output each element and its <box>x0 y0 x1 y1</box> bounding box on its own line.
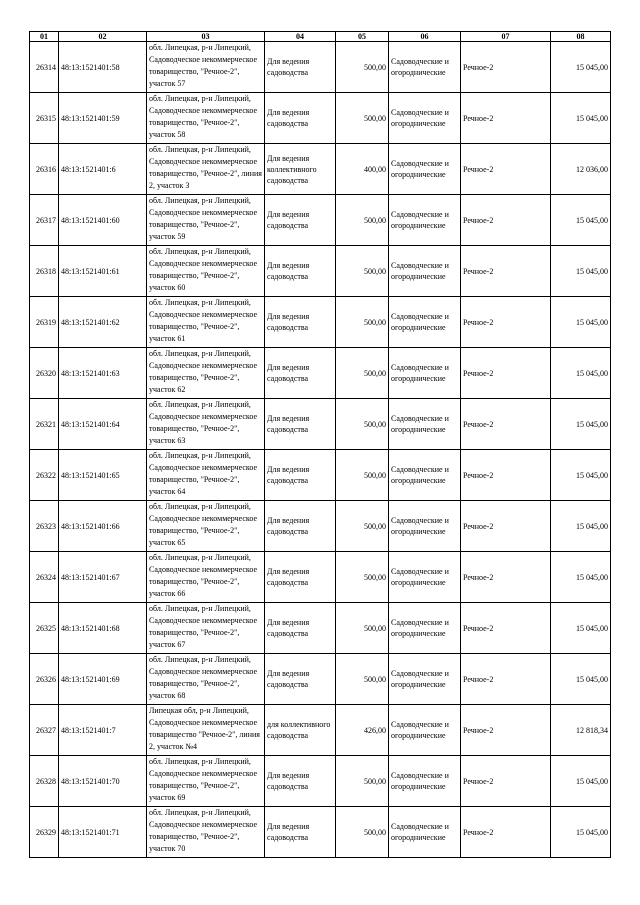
land-category-cell: Садоводческие и огороднические <box>389 552 461 603</box>
locality-cell: Речное-2 <box>461 93 551 144</box>
land-category-cell: Садоводческие и огороднические <box>389 450 461 501</box>
permitted-use-cell: для коллективного садоводства <box>265 705 336 756</box>
permitted-use-cell: Для ведения садоводства <box>265 246 336 297</box>
row-number-cell: 26326 <box>30 654 59 705</box>
area-cell: 500,00 <box>336 195 389 246</box>
permitted-use-cell: Для ведения садоводства <box>265 42 336 93</box>
land-category-cell: Садоводческие и огороднические <box>389 705 461 756</box>
row-number-cell: 26322 <box>30 450 59 501</box>
table-row <box>30 144 611 195</box>
cadastral-number-cell: 48:13:1521401:71 <box>59 807 147 858</box>
locality-cell: Речное-2 <box>461 807 551 858</box>
table-row <box>30 399 611 450</box>
land-category-cell: Садоводческие и огороднические <box>389 93 461 144</box>
area-cell: 500,00 <box>336 807 389 858</box>
land-category-cell: Садоводческие и огороднические <box>389 807 461 858</box>
cadastral-value-cell: 15 045,00 <box>551 42 611 93</box>
address-cell: обл. Липецкая, р-н Липецкий, Садоводческое некоммерческое товарищество, "Речное-2", участок 57 <box>147 42 265 93</box>
row-number-cell: 26318 <box>30 246 59 297</box>
locality-cell: Речное-2 <box>461 42 551 93</box>
area-cell: 500,00 <box>336 756 389 807</box>
address-cell: обл. Липецкая, р-н Липецкий, Садоводческое некоммерческое товарищество, "Речное-2", участок 68 <box>147 654 265 705</box>
locality-cell: Речное-2 <box>461 705 551 756</box>
table-row <box>30 93 611 144</box>
address-cell: обл. Липецкая, р-н Липецкий, Садоводческое некоммерческое товарищество, "Речное-2", участок 70 <box>147 807 265 858</box>
table-row <box>30 348 611 399</box>
table-row <box>30 450 611 501</box>
address-cell: обл. Липецкая, р-н Липецкий, Садоводческое некоммерческое товарищество, "Речное-2", участок 67 <box>147 603 265 654</box>
cadastral-value-cell: 15 045,00 <box>551 756 611 807</box>
row-number-cell: 26323 <box>30 501 59 552</box>
table-row <box>30 756 611 807</box>
address-cell: обл. Липецкая, р-н Липецкий, Садоводческое некоммерческое товарищество, "Речное-2", участок 61 <box>147 297 265 348</box>
table-row <box>30 552 611 603</box>
area-cell: 500,00 <box>336 42 389 93</box>
row-number-cell: 26315 <box>30 93 59 144</box>
locality-cell: Речное-2 <box>461 297 551 348</box>
cadastral-value-cell: 15 045,00 <box>551 552 611 603</box>
table-row <box>30 654 611 705</box>
cadastral-value-cell: 15 045,00 <box>551 348 611 399</box>
area-cell: 500,00 <box>336 501 389 552</box>
row-number-cell: 26328 <box>30 756 59 807</box>
area-cell: 400,00 <box>336 144 389 195</box>
land-category-cell: Садоводческие и огороднические <box>389 501 461 552</box>
area-cell: 500,00 <box>336 552 389 603</box>
table-row <box>30 501 611 552</box>
land-category-cell: Садоводческие и огороднические <box>389 195 461 246</box>
permitted-use-cell: Для ведения садоводства <box>265 297 336 348</box>
cadastral-number-cell: 48:13:1521401:65 <box>59 450 147 501</box>
land-category-cell: Садоводческие и огороднические <box>389 654 461 705</box>
locality-cell: Речное-2 <box>461 552 551 603</box>
row-number-cell: 26320 <box>30 348 59 399</box>
cadastral-number-cell: 48:13:1521401:58 <box>59 42 147 93</box>
table-row <box>30 603 611 654</box>
permitted-use-cell: Для ведения коллективного садоводства <box>265 144 336 195</box>
land-category-cell: Садоводческие и огороднические <box>389 603 461 654</box>
address-cell: Липецкая обл, р-н Липецкий, Садоводческое некоммерческое товарищество "Речное-2", линия 2, участок №4 <box>147 705 265 756</box>
land-category-cell: Садоводческие и огороднические <box>389 399 461 450</box>
address-cell: обл. Липецкая, р-н Липецкий, Садоводческое некоммерческое товарищество, "Речное-2", участок 69 <box>147 756 265 807</box>
row-number-cell: 26327 <box>30 705 59 756</box>
cadastral-number-cell: 48:13:1521401:7 <box>59 705 147 756</box>
header-col-06: 06 <box>389 32 461 42</box>
locality-cell: Речное-2 <box>461 144 551 195</box>
land-category-cell: Садоводческие и огороднические <box>389 42 461 93</box>
cadastral-value-cell: 15 045,00 <box>551 450 611 501</box>
cadastral-number-cell: 48:13:1521401:60 <box>59 195 147 246</box>
row-number-cell: 26321 <box>30 399 59 450</box>
area-cell: 500,00 <box>336 297 389 348</box>
cadastral-value-cell: 15 045,00 <box>551 399 611 450</box>
table-row <box>30 705 611 756</box>
table-row <box>30 246 611 297</box>
cadastral-value-cell: 15 045,00 <box>551 807 611 858</box>
permitted-use-cell: Для ведения садоводства <box>265 348 336 399</box>
locality-cell: Речное-2 <box>461 195 551 246</box>
locality-cell: Речное-2 <box>461 654 551 705</box>
address-cell: обл. Липецкая, р-н Липецкий, Садоводческое некоммерческое товарищество, "Речное-2", участок 60 <box>147 246 265 297</box>
permitted-use-cell: Для ведения садоводства <box>265 195 336 246</box>
permitted-use-cell: Для ведения садоводства <box>265 450 336 501</box>
row-number-cell: 26316 <box>30 144 59 195</box>
header-col-08: 08 <box>551 32 611 42</box>
address-cell: обл. Липецкая, р-н Липецкий, Садоводческое некоммерческое товарищество, "Речное-2", участок 62 <box>147 348 265 399</box>
permitted-use-cell: Для ведения садоводства <box>265 756 336 807</box>
address-cell: обл. Липецкая, р-н Липецкий, Садоводческое некоммерческое товарищество, "Речное-2", участок 64 <box>147 450 265 501</box>
cadastral-value-cell: 15 045,00 <box>551 501 611 552</box>
permitted-use-cell: Для ведения садоводства <box>265 807 336 858</box>
address-cell: обл. Липецкая, р-н Липецкий, Садоводческое некоммерческое товарищество, "Речное-2", линия 2, участок 3 <box>147 144 265 195</box>
address-cell: обл. Липецкая, р-н Липецкий, Садоводческое некоммерческое товарищество, "Речное-2", участок 65 <box>147 501 265 552</box>
cadastral-number-cell: 48:13:1521401:6 <box>59 144 147 195</box>
cadastral-number-cell: 48:13:1521401:62 <box>59 297 147 348</box>
area-cell: 500,00 <box>336 603 389 654</box>
cadastral-number-cell: 48:13:1521401:66 <box>59 501 147 552</box>
cadastral-number-cell: 48:13:1521401:59 <box>59 93 147 144</box>
cadastral-number-cell: 48:13:1521401:70 <box>59 756 147 807</box>
area-cell: 500,00 <box>336 654 389 705</box>
cadastral-number-cell: 48:13:1521401:67 <box>59 552 147 603</box>
cadastral-value-cell: 12 818,34 <box>551 705 611 756</box>
permitted-use-cell: Для ведения садоводства <box>265 399 336 450</box>
cadastral-number-cell: 48:13:1521401:68 <box>59 603 147 654</box>
table-row <box>30 42 611 93</box>
header-col-07: 07 <box>461 32 551 42</box>
cadastral-number-cell: 48:13:1521401:63 <box>59 348 147 399</box>
land-category-cell: Садоводческие и огороднические <box>389 246 461 297</box>
locality-cell: Речное-2 <box>461 756 551 807</box>
permitted-use-cell: Для ведения садоводства <box>265 501 336 552</box>
header-col-02: 02 <box>59 32 147 42</box>
row-number-cell: 26317 <box>30 195 59 246</box>
row-number-cell: 26314 <box>30 42 59 93</box>
header-col-05: 05 <box>336 32 389 42</box>
row-number-cell: 26325 <box>30 603 59 654</box>
address-cell: обл. Липецкая, р-н Липецкий, Садоводческое некоммерческое товарищество, "Речное-2", участок 66 <box>147 552 265 603</box>
locality-cell: Речное-2 <box>461 348 551 399</box>
table-body <box>30 42 611 858</box>
locality-cell: Речное-2 <box>461 450 551 501</box>
cadastral-number-cell: 48:13:1521401:69 <box>59 654 147 705</box>
permitted-use-cell: Для ведения садоводства <box>265 603 336 654</box>
cadastral-value-cell: 15 045,00 <box>551 654 611 705</box>
area-cell: 426,00 <box>336 705 389 756</box>
cadastral-value-cell: 15 045,00 <box>551 297 611 348</box>
address-cell: обл. Липецкая, р-н Липецкий, Садоводческое некоммерческое товарищество, "Речное-2", участок 59 <box>147 195 265 246</box>
land-category-cell: Садоводческие и огороднические <box>389 756 461 807</box>
address-cell: обл. Липецкая, р-н Липецкий, Садоводческое некоммерческое товарищество, "Речное-2", участок 63 <box>147 399 265 450</box>
row-number-cell: 26324 <box>30 552 59 603</box>
locality-cell: Речное-2 <box>461 399 551 450</box>
area-cell: 500,00 <box>336 399 389 450</box>
locality-cell: Речное-2 <box>461 603 551 654</box>
header-col-04: 04 <box>265 32 336 42</box>
area-cell: 500,00 <box>336 450 389 501</box>
cadastral-value-cell: 15 045,00 <box>551 195 611 246</box>
table-row <box>30 297 611 348</box>
area-cell: 500,00 <box>336 348 389 399</box>
header-col-01: 01 <box>30 32 59 42</box>
header-row <box>30 32 611 42</box>
land-category-cell: Садоводческие и огороднические <box>389 297 461 348</box>
cadastral-value-cell: 15 045,00 <box>551 603 611 654</box>
row-number-cell: 26319 <box>30 297 59 348</box>
table-row <box>30 807 611 858</box>
locality-cell: Речное-2 <box>461 246 551 297</box>
cadastral-value-cell: 12 036,00 <box>551 144 611 195</box>
header-col-03: 03 <box>147 32 265 42</box>
row-number-cell: 26329 <box>30 807 59 858</box>
cadastral-value-cell: 15 045,00 <box>551 93 611 144</box>
land-category-cell: Садоводческие и огороднические <box>389 144 461 195</box>
permitted-use-cell: Для ведения садоводства <box>265 93 336 144</box>
address-cell: обл. Липецкая, р-н Липецкий, Садоводческое некоммерческое товарищество, "Речное-2", участок 58 <box>147 93 265 144</box>
cadastral-number-cell: 48:13:1521401:64 <box>59 399 147 450</box>
cadastral-value-cell: 15 045,00 <box>551 246 611 297</box>
land-category-cell: Садоводческие и огороднические <box>389 348 461 399</box>
area-cell: 500,00 <box>336 93 389 144</box>
permitted-use-cell: Для ведения садоводства <box>265 552 336 603</box>
table-row <box>30 195 611 246</box>
land-registry-table <box>29 31 611 858</box>
cadastral-number-cell: 48:13:1521401:61 <box>59 246 147 297</box>
permitted-use-cell: Для ведения садоводства <box>265 654 336 705</box>
locality-cell: Речное-2 <box>461 501 551 552</box>
area-cell: 500,00 <box>336 246 389 297</box>
